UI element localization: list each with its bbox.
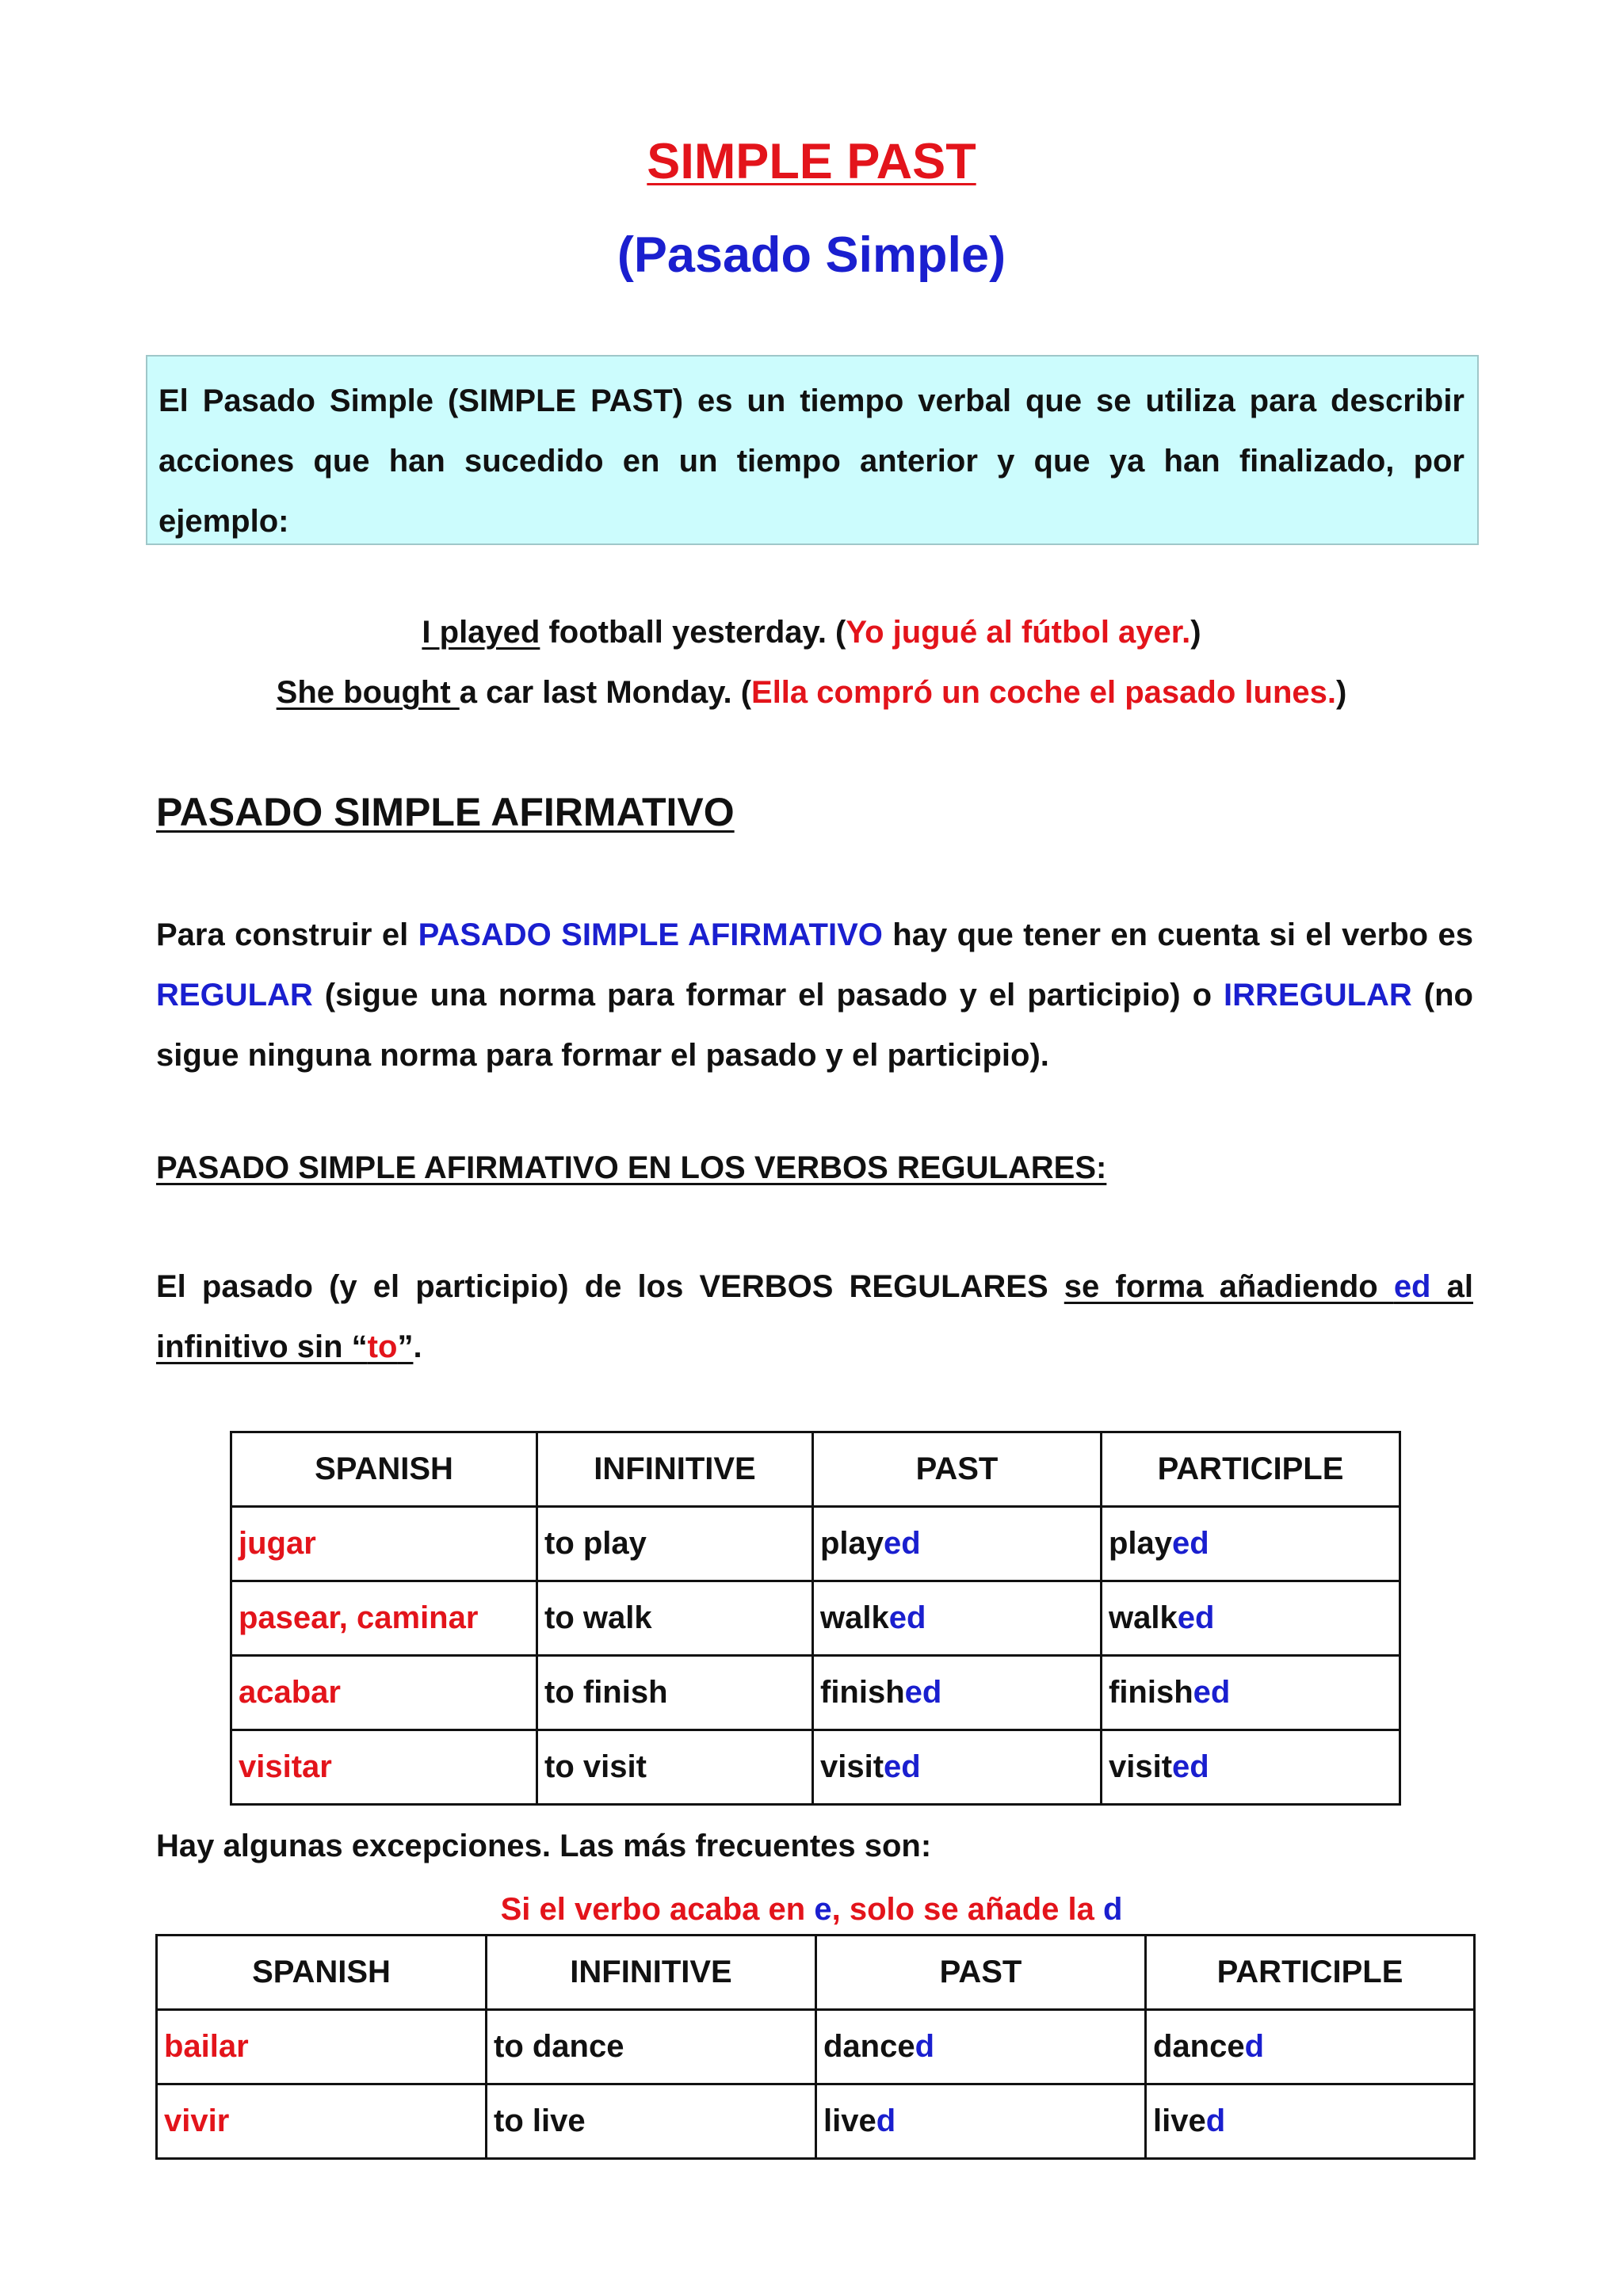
suffix: ed xyxy=(1193,1675,1231,1710)
header-past: PAST xyxy=(816,1936,1146,2010)
cell-participle xyxy=(1102,1507,1400,1581)
cell-past xyxy=(813,1730,1102,1805)
example-close: ) xyxy=(1335,675,1347,710)
suffix: d xyxy=(1244,2029,1265,2064)
text-segment: hay que tener en cuenta si el verbo es xyxy=(882,917,1473,952)
cell-spanish: visitar xyxy=(231,1730,537,1805)
example-subject-verb: She bought xyxy=(276,675,460,710)
stem: live xyxy=(823,2103,876,2138)
word-to: to xyxy=(367,1329,398,1364)
suffix: d xyxy=(915,2029,935,2064)
stem: dance xyxy=(823,2029,915,2064)
text-segment: Para construir el xyxy=(156,917,418,952)
example-rest: football yesterday. ( xyxy=(540,615,846,650)
suffix: ed xyxy=(884,1526,921,1561)
regular-verbs-table xyxy=(230,1431,1401,1806)
page-subtitle: (Pasado Simple) xyxy=(617,227,1006,283)
cell-infinitive: to finish xyxy=(537,1656,813,1730)
cell-spanish: jugar xyxy=(231,1507,537,1581)
title-text: SIMPLE PAST xyxy=(647,134,976,189)
text-segment: al infinitivo sin “ xyxy=(156,1269,1473,1364)
text-segment: (sigue una norma para formar el pasado y el participio) o xyxy=(312,978,1224,1013)
cell-participle xyxy=(1146,2010,1475,2084)
cell-infinitive: to walk xyxy=(537,1581,813,1656)
suffix: ed xyxy=(904,1675,942,1710)
table-header-row xyxy=(231,1432,1400,1507)
stem: play xyxy=(820,1526,884,1561)
suffix: ed xyxy=(888,1600,926,1635)
stem: play xyxy=(1109,1526,1173,1561)
header-participle: PARTICIPLE xyxy=(1146,1936,1475,2010)
example-translation: Ella compró un coche el pasado lunes. xyxy=(751,675,1336,710)
cell-infinitive: to dance xyxy=(487,2010,816,2084)
cell-participle xyxy=(1102,1730,1400,1805)
text-segment: Si el verbo acaba en xyxy=(500,1892,815,1927)
intro-box: El Pasado Simple (SIMPLE PAST) es un tiempo verbal que se utiliza para describir acciones que han sucedido en un tiempo anterior y que ya han finalizado, por ejemplo: xyxy=(146,355,1479,545)
cell-spanish: bailar xyxy=(157,2010,487,2084)
section-heading: PASADO SIMPLE AFIRMATIVO xyxy=(156,790,735,834)
table-row xyxy=(231,1656,1400,1730)
stem: visit xyxy=(820,1749,884,1784)
header-spanish: SPANISH xyxy=(231,1432,537,1507)
stem: walk xyxy=(1109,1600,1178,1635)
cell-participle xyxy=(1146,2084,1475,2159)
cell-infinitive: to visit xyxy=(537,1730,813,1805)
example-close: ) xyxy=(1190,615,1201,650)
regular-rule-paragraph xyxy=(156,1257,1473,1377)
cell-past xyxy=(813,1581,1102,1656)
header-participle: PARTICIPLE xyxy=(1102,1432,1400,1507)
text-segment: ” xyxy=(397,1329,414,1364)
stem: visit xyxy=(1109,1749,1173,1784)
cell-past xyxy=(816,2010,1146,2084)
text-segment: , solo se añade la xyxy=(831,1892,1103,1927)
suffix: d xyxy=(1205,2103,1226,2138)
table-header-row xyxy=(157,1936,1475,2010)
keyword-affirmative: PASADO SIMPLE AFIRMATIVO xyxy=(418,917,883,952)
sub-heading: PASADO SIMPLE AFIRMATIVO EN LOS VERBOS REGULARES: xyxy=(156,1150,1107,1185)
stem: live xyxy=(1153,2103,1206,2138)
cell-infinitive: to play xyxy=(537,1507,813,1581)
cell-past xyxy=(813,1656,1102,1730)
header-infinitive: INFINITIVE xyxy=(487,1936,816,2010)
stem: dance xyxy=(1153,2029,1245,2064)
letter-d: d xyxy=(1102,1892,1123,1927)
table-row xyxy=(231,1730,1400,1805)
table-row xyxy=(231,1581,1400,1656)
cell-spanish: vivir xyxy=(157,2084,487,2159)
table-row xyxy=(231,1507,1400,1581)
stem: finish xyxy=(1109,1675,1193,1710)
stem: finish xyxy=(820,1675,905,1710)
suffix: ed xyxy=(1177,1600,1215,1635)
suffix: d xyxy=(876,2103,896,2138)
keyword-regular: REGULAR xyxy=(156,978,313,1013)
text-segment: El pasado (y el participio) de los VERBOS REGULARES xyxy=(156,1269,1064,1304)
cell-spanish: pasear, caminar xyxy=(231,1581,537,1656)
stem: walk xyxy=(820,1600,889,1635)
cell-past xyxy=(816,2084,1146,2159)
suffix: ed xyxy=(884,1749,921,1784)
example-rest: a car last Monday. ( xyxy=(459,675,752,710)
suffix: ed xyxy=(1172,1749,1209,1784)
exception-verbs-table xyxy=(155,1934,1476,2160)
header-past: PAST xyxy=(813,1432,1102,1507)
construction-paragraph xyxy=(156,905,1473,1085)
example-line xyxy=(0,602,1623,662)
table-row xyxy=(157,2010,1475,2084)
exception-rule xyxy=(0,1879,1623,1939)
text-segment: . xyxy=(413,1329,422,1364)
exceptions-intro: Hay algunas excepciones. Las más frecuentes son: xyxy=(156,1829,932,1863)
example-line xyxy=(0,662,1623,723)
example-subject-verb: I played xyxy=(422,615,540,650)
suffix: ed xyxy=(1172,1526,1209,1561)
cell-spanish: acabar xyxy=(231,1656,537,1730)
cell-infinitive: to live xyxy=(487,2084,816,2159)
example-translation: Yo jugué al fútbol ayer. xyxy=(846,615,1191,650)
cell-past xyxy=(813,1507,1102,1581)
table-row xyxy=(157,2084,1475,2159)
cell-participle xyxy=(1102,1656,1400,1730)
text-segment: (no sigue ninguna norma para formar el pasado y el participio). xyxy=(156,978,1473,1073)
suffix-ed: ed xyxy=(1393,1269,1431,1304)
cell-participle xyxy=(1102,1581,1400,1656)
letter-e: e xyxy=(814,1892,832,1927)
page-title xyxy=(0,133,1623,190)
keyword-irregular: IRREGULAR xyxy=(1224,978,1412,1013)
text-segment: se forma añadiendo xyxy=(1064,1269,1394,1304)
header-spanish: SPANISH xyxy=(157,1936,487,2010)
examples xyxy=(0,602,1623,723)
header-infinitive: INFINITIVE xyxy=(537,1432,813,1507)
